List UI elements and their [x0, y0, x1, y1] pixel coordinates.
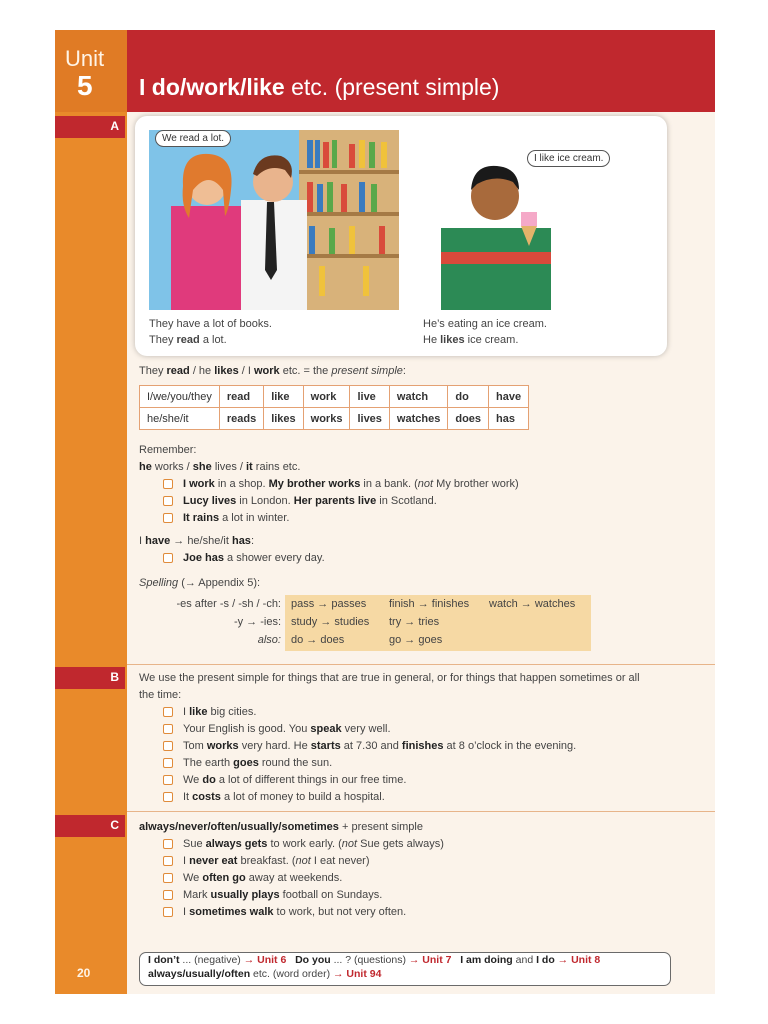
- cross-reference-line1: I don’t ... (negative) → Unit 6 Do you ... ? (questions) → Unit 7 I am doing and I do → Unit 8: [148, 954, 601, 966]
- spelling-word: study → studies: [291, 616, 370, 628]
- section-label-a: A: [110, 119, 119, 133]
- title-rest: etc. (present simple): [284, 74, 500, 100]
- bullet-icon: [163, 479, 173, 489]
- speech-bubble-left: We read a lot.: [155, 130, 231, 147]
- bullet-icon: [163, 775, 173, 785]
- table-cell: lives: [350, 408, 389, 430]
- table-cell: like: [264, 386, 303, 408]
- section-tab-a: [55, 116, 125, 138]
- bullet-icon: [163, 856, 173, 866]
- couple-with-books-illustration: [149, 130, 399, 310]
- title-bold: I do/work/like: [139, 74, 285, 100]
- table-cell: have: [489, 386, 529, 408]
- list-item: Joe has a shower every day.: [163, 550, 325, 567]
- list-item: Mark usually plays football on Sundays.: [163, 887, 382, 904]
- link-unit-7[interactable]: → Unit 7: [408, 954, 452, 966]
- side-strip: [55, 30, 127, 994]
- unit-number: 5: [77, 70, 93, 101]
- table-cell: has: [489, 408, 529, 430]
- present-simple-intro: They read / he likes / I work etc. = the present simple:: [139, 365, 406, 377]
- section-divider-b: [127, 664, 715, 665]
- list-item: Your English is good. You speak very well.: [163, 721, 391, 738]
- bullet-icon: [163, 553, 173, 563]
- spelling-rule-ies: -y → -ies:: [233, 616, 281, 628]
- speech-bubble-right: I like ice cream.: [527, 150, 610, 167]
- page: [55, 30, 715, 994]
- section-tab-b: [55, 667, 125, 689]
- caption-left-line1: They have a lot of books.: [149, 318, 272, 330]
- spelling-word: watch → watches: [489, 598, 576, 610]
- bullet-icon: [163, 513, 173, 523]
- table-cell: do: [448, 386, 489, 408]
- third-person-rule: he works / she lives / it rains etc.: [139, 461, 301, 473]
- bullet-icon: [163, 496, 173, 506]
- list-item: It costs a lot of money to build a hospital.: [163, 789, 385, 806]
- bullet-icon: [163, 758, 173, 768]
- bullet-icon: [163, 873, 173, 883]
- list-item: We often go away at weekends.: [163, 870, 342, 887]
- bullet-icon: [163, 707, 173, 717]
- table-cell: reads: [219, 408, 263, 430]
- section-tab-c: [55, 815, 125, 837]
- section-label-c: C: [110, 818, 119, 832]
- spelling-rule-es: -es after -s / -sh / -ch:: [176, 598, 281, 610]
- caption-right-line2: He likes ice cream.: [423, 334, 519, 346]
- bullet-icon: [163, 907, 173, 917]
- list-item: The earth goes round the sun.: [163, 755, 332, 772]
- bullet-icon: [163, 839, 173, 849]
- page-number: 20: [77, 966, 91, 980]
- list-item: I work in a shop. My brother works in a bank. (not My brother work): [163, 476, 519, 493]
- title-bar: [127, 30, 715, 112]
- table-cell: read: [219, 386, 263, 408]
- spelling-word: try → tries: [389, 616, 440, 628]
- spelling-word: go → goes: [389, 634, 443, 646]
- spelling-word: pass → passes: [291, 598, 367, 610]
- table-cell: does: [448, 408, 489, 430]
- link-unit-94[interactable]: → Unit 94: [332, 968, 382, 980]
- spelling-heading: Spelling (→ Appendix 5):: [139, 577, 261, 589]
- table-cell: watch: [389, 386, 447, 408]
- list-item: Sue always gets to work early. (not Sue gets always): [163, 836, 444, 853]
- table-cell: likes: [264, 408, 303, 430]
- link-unit-6[interactable]: → Unit 6: [243, 954, 287, 966]
- link-unit-8[interactable]: → Unit 8: [557, 954, 601, 966]
- caption-right: [423, 316, 547, 348]
- spelling-rule-also: also:: [257, 634, 281, 646]
- cross-reference-box: [139, 952, 671, 986]
- spelling-word: do → does: [291, 634, 345, 646]
- list-item: It rains a lot in winter.: [163, 510, 289, 527]
- list-item: I never eat breakfast. (not I eat never): [163, 853, 370, 870]
- table-row: [140, 408, 529, 430]
- section-label-b: B: [110, 670, 119, 684]
- caption-right-line1: He’s eating an ice cream.: [423, 318, 547, 330]
- bullet-icon: [163, 792, 173, 802]
- table-cell: I/we/you/they: [140, 386, 220, 408]
- cross-reference-line2: always/usually/often etc. (word order) → Unit 94: [148, 968, 382, 980]
- table-row: [140, 386, 529, 408]
- illustration-box: [135, 116, 667, 356]
- spelling-word: finish → finishes: [389, 598, 470, 610]
- section-b-intro-line2: the time:: [139, 689, 182, 701]
- list-item: I like big cities.: [163, 704, 256, 721]
- list-item: Lucy lives in London. Her parents live in Scotland.: [163, 493, 437, 510]
- table-cell: watches: [389, 408, 447, 430]
- section-divider-c: [127, 811, 715, 812]
- list-item: I sometimes walk to work, but not very often.: [163, 904, 406, 921]
- caption-left-line2: They read a lot.: [149, 334, 227, 346]
- page-title: [139, 74, 499, 101]
- table-cell: work: [303, 386, 350, 408]
- unit-word: Unit: [65, 46, 105, 71]
- section-b-intro-line1: We use the present simple for things that are true in general, or for things that happen sometimes or all: [139, 672, 640, 684]
- list-item: We do a lot of different things in our free time.: [163, 772, 406, 789]
- table-cell: works: [303, 408, 350, 430]
- bullet-icon: [163, 741, 173, 751]
- have-rule: I have → he/she/it has:: [139, 535, 254, 547]
- bullet-icon: [163, 890, 173, 900]
- list-item: Tom works very hard. He starts at 7.30 and finishes at 8 o’clock in the evening.: [163, 738, 576, 755]
- verb-table: [139, 385, 529, 430]
- section-c-heading: always/never/often/usually/sometimes + present simple: [139, 821, 423, 833]
- table-cell: he/she/it: [140, 408, 220, 430]
- table-cell: live: [350, 386, 389, 408]
- bullet-icon: [163, 724, 173, 734]
- caption-left: [149, 316, 272, 348]
- unit-block: [55, 30, 127, 112]
- remember-label: Remember:: [139, 444, 197, 456]
